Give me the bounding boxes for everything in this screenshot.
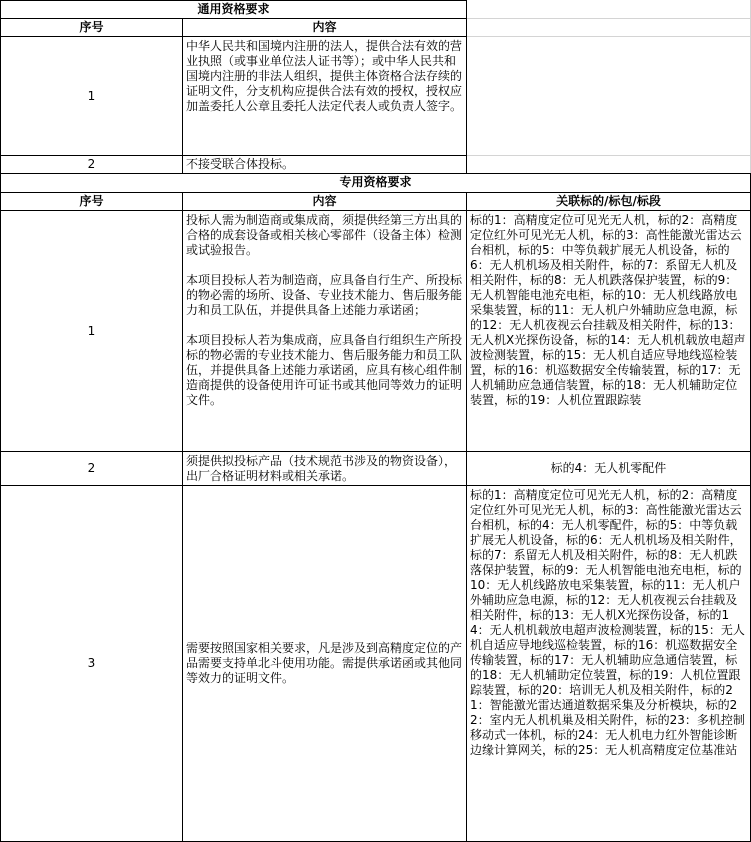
row-number: 1 xyxy=(87,323,96,338)
row-number: 2 xyxy=(87,157,96,171)
special-row-2-related xyxy=(466,451,751,486)
sheet-gridline xyxy=(466,36,751,37)
row-number: 2 xyxy=(87,461,96,475)
row-number: 1 xyxy=(87,88,96,103)
special-row-2-content: 须提供拟投标产品（技术规范书涉及的物资设备），出厂合格证明材料或相关承诺。 xyxy=(182,451,467,486)
row-number: 3 xyxy=(87,656,96,670)
general-row-2-no xyxy=(0,155,183,174)
special-row-2-no xyxy=(0,451,183,486)
content-text: 需要按照国家相关要求，凡是涉及到高精度定位的产品需要支持单北斗使用功能。需提供承诺函或其他同等效力的证明文件。 xyxy=(186,641,463,685)
related-text: 标的4：无人机零配件 xyxy=(550,461,667,475)
general-col-content-header: 内容 xyxy=(182,18,467,37)
special-col-content-header: 内容 xyxy=(182,192,467,211)
special-col-no-header: 序号 xyxy=(0,192,183,211)
general-row-1-no xyxy=(0,36,183,156)
general-col-no-header: 序号 xyxy=(0,18,183,37)
general-table-title: 通用资格要求 xyxy=(0,0,467,19)
special-row-1-no xyxy=(0,210,183,452)
general-row-2-content: 不接受联合体投标。 xyxy=(182,155,467,174)
special-col-related-header: 关联标的/标包/标段 xyxy=(466,192,751,211)
special-table-title: 专用资格要求 xyxy=(0,173,751,193)
special-row-3-content xyxy=(182,485,467,842)
special-row-3-related: 标的1：高精度定位可见光无人机，标的2：高精度定位红外可见光无人机，标的3：高性能激光雷达云台相机，标的4：无人机零配件，标的5：中等负载扩展无人机设备，标的6：无人机机场及相关附件，标的7：系留无人机及相关附件，标的8：无人机跌落保护装置，标的9：无人机智能电池充电柜，标的10：无人机线路放电采集装置，标的11：无人机户外辅助应急电源，标的12：无人机夜视云台挂载及相关附件，标的13：无人机X光探伤设备，标的14：无人机机载放电超声波检测装置，标的15：无人机自适应导地线巡检装置，标的16：机巡数据安全传输装置，标的17：无人机辅助应急通信装置，标的18：无人机辅助定位装置，标的19：人机位置跟踪装置，标的20：培训无人机及相关附件，标的21：智能激光雷达通道数据采集及分析模块，标的22：室内无人机机巢及相关附件，标的23：多机控制移动式一体机，标的24：无人机电力红外智能诊断边缘计算网关，标的25：无人机高精度定位基准站 xyxy=(466,485,751,842)
sheet-gridline xyxy=(466,155,751,156)
special-row-1-related: 标的1：高精度定位可见光无人机，标的2：高精度定位红外可见光无人机，标的3：高性能激光雷达云台相机，标的5：中等负载扩展无人机设备，标的6：无人机机场及相关附件，标的7：系留无人机及相关附件，标的8：无人机跌落保护装置，标的9：无人机智能电池充电柜，标的10：无人机线路放电采集装置，标的11：无人机户外辅助应急电源，标的12：无人机夜视云台挂载及相关附件，标的13：无人机X光探伤设备，标的14：无人机机载放电超声波检测装置，标的15：无人机自适应导地线巡检装置，标的16：机巡数据安全传输装置，标的17：无人机辅助应急通信装置，标的18：无人机辅助定位装置，标的19：人机位置跟踪装 xyxy=(466,210,751,452)
general-row-1-content: 中华人民共和国境内注册的法人，提供合法有效的营业执照（或事业单位法人证书等）；或中华人民共和国境内注册的非法人组织，提供主体资格合法存续的证明文件，分支机构应提供合法有效的授权，授权应加盖委托人公章且委托人法定代表人或负责人签字。 xyxy=(182,36,467,156)
special-row-3-no xyxy=(0,485,183,842)
sheet-gridline xyxy=(466,18,751,19)
special-row-1-content: 投标人需为制造商或集成商，须提供经第三方出具的合格的成套设备或相关核心零部件（设备主体）检测或试验报告。 本项目投标人若为制造商，应具备自行生产、所投标的物必需的场所、设备、专业技术能力、售后服务能力和员工队伍，并提供具备上述能力承诺函； 本项目投标人若为集成商，应具备自行组织生产所投标的物必需的专业技术能力、售后服务能力和员工队伍，并提供具备上述能力承诺函，应具有核心组件制造商提供的设备使用许可证书或其他同等效力的证明文件。 xyxy=(182,210,467,452)
